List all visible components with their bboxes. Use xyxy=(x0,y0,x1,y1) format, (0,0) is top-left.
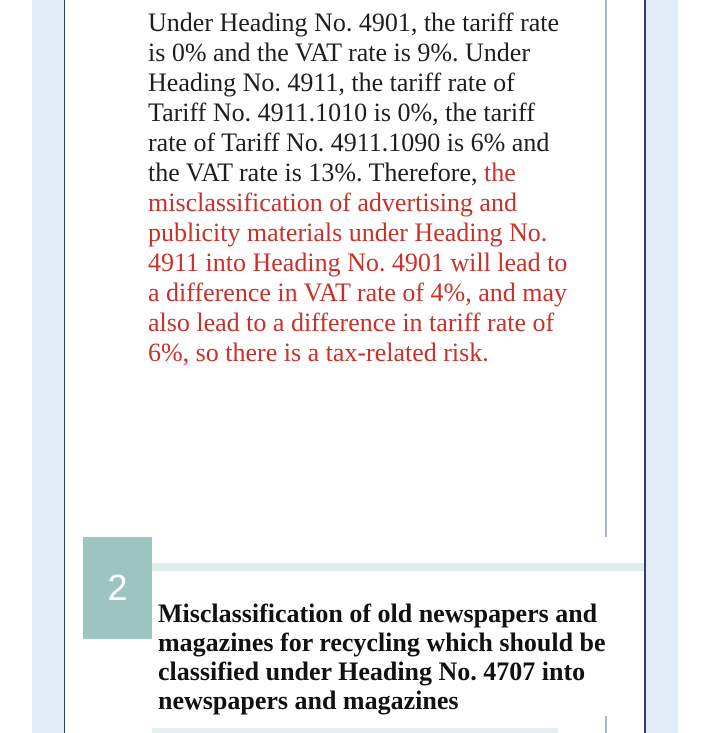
section-1-box-border xyxy=(605,0,607,537)
page-frame-left-band xyxy=(32,0,64,733)
section-1-risk-highlight: the misclassification of advertising and publicity materials under Heading No. 4911 into Heading No. 4901 will lead to a difference in VAT rate of 4%, and may also lead to a difference in tariff rate of 6%, so there is a tax-related risk. xyxy=(148,158,568,367)
section-1-paragraph xyxy=(148,8,568,368)
page-frame-right-band xyxy=(646,0,678,733)
page-frame-left-border xyxy=(64,0,65,733)
section-2-box-border xyxy=(605,716,607,733)
section-2-bottom-rule xyxy=(152,728,558,733)
section-divider xyxy=(152,563,644,571)
section-1-text: Under Heading No. 4901, the tariff rate is 0% and the VAT rate is 9%. Under Heading No. 4911, the tariff rate of Tariff No. 4911.1010 is 0%, the tariff rate of Tariff No. 4911.1090 is 6% and the VAT rate is 13%. Therefore, xyxy=(148,8,560,187)
section-number-badge: 2 xyxy=(83,537,152,639)
section-2-title: Misclassification of old newspapers and magazines for recycling which should be classified under Heading No. 4707 into newspapers and magazines xyxy=(158,599,606,715)
page-frame-right-border xyxy=(644,0,646,733)
